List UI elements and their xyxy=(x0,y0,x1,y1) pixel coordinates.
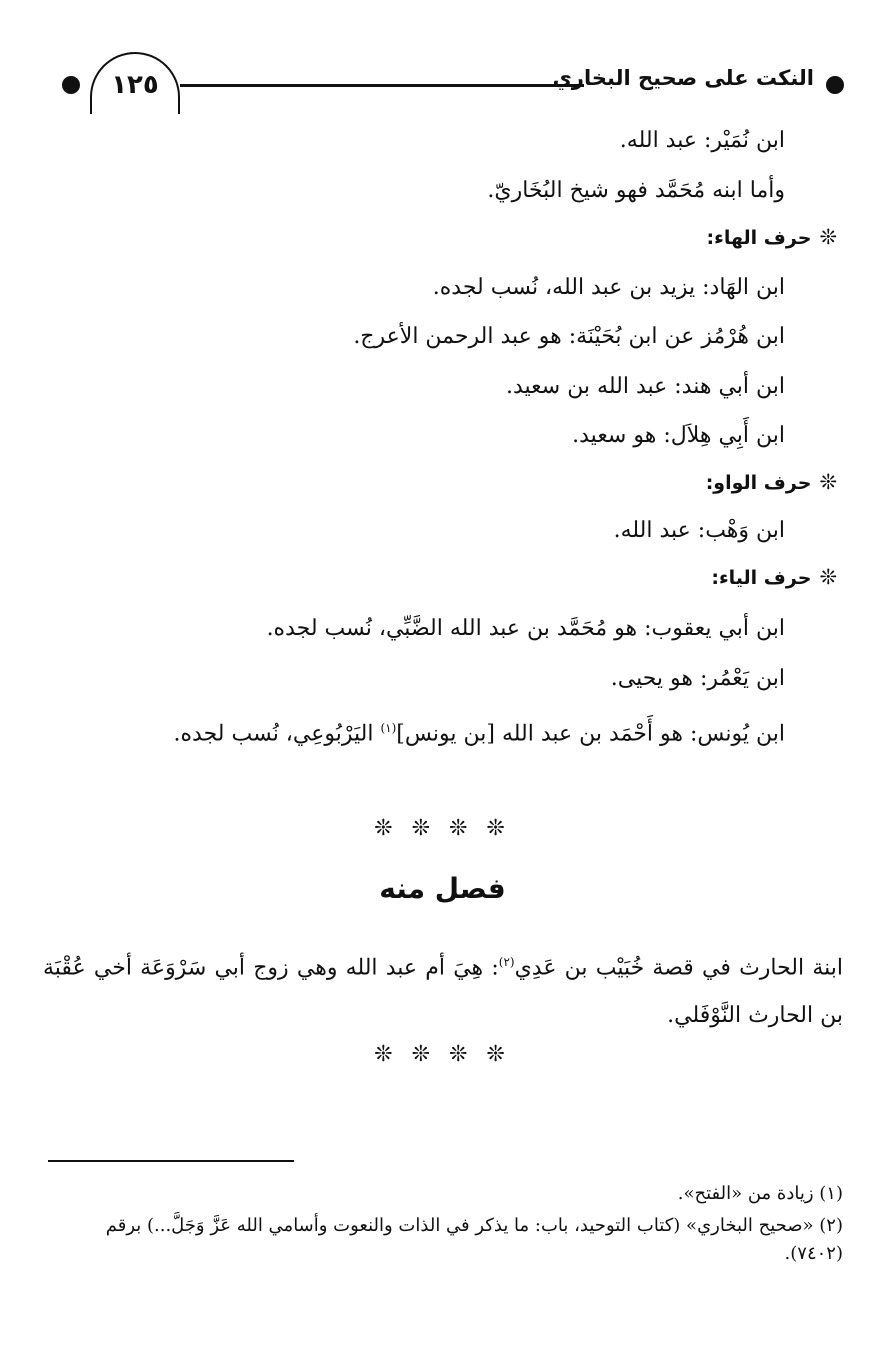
paragraph-text: ابنة الحارث في قصة خُبَيْب بن عَدِي xyxy=(514,955,843,981)
flower-star-icon: ❊ xyxy=(819,225,837,249)
section-separator: ❊ ❊ ❊ ❊ xyxy=(374,1042,511,1067)
section-heading-ha xyxy=(707,222,837,253)
page-number: ١٢٥ xyxy=(111,70,159,100)
header-dot-right xyxy=(826,76,844,94)
entry-line-yunus xyxy=(174,713,786,749)
footnote: (١) زيادة من «الفتح». xyxy=(677,1183,843,1204)
footnote: (٢) «صحيح البخاري» (كتاب التوحيد، باب: ما يذكر في الذات والنعوت وأسامي الله عَزَّ وَجَلَّ...) برقم (٧٤٠٢). xyxy=(105,1215,843,1264)
entry-line: ابن هُرْمُز عن ابن بُحَيْنَة: هو عبد الرحمن الأعرج. xyxy=(353,324,785,349)
entry-line: ابن وَهْب: عبد الله. xyxy=(613,518,785,543)
entry-line: ابن الهَاد: يزيد بن عبد الله، نُسب لجده. xyxy=(432,275,785,300)
footnote-ref: (٢) xyxy=(498,955,515,969)
entry-line: ابن أبي هند: عبد الله بن سعيد. xyxy=(505,374,785,399)
entry-line: ابن يَعْمُر: هو يحيى. xyxy=(610,666,785,691)
section-separator: ❊ ❊ ❊ ❊ xyxy=(374,816,511,841)
header-rule xyxy=(180,84,584,87)
footnote-rule xyxy=(48,1160,294,1162)
chapter-paragraph xyxy=(43,938,843,1040)
footnote-ref: (١) xyxy=(380,721,397,735)
entry-line: ابن نُمَيْر: عبد الله. xyxy=(619,128,785,153)
section-heading-ya xyxy=(711,562,837,593)
running-title: النكت على صحيح البخاري xyxy=(552,66,814,90)
paragraph-text: : هِيَ أم عبد الله وهي زوج أبي سَرْوَعَة أخي عُقْبَة بن الحارث النَّوْفَلي. xyxy=(43,955,843,1029)
header-dot-left xyxy=(62,76,80,94)
entry-line: وأما ابنه مُحَمَّد فهو شيخ البُخَاريّ. xyxy=(487,178,785,203)
flower-star-icon: ❊ xyxy=(819,470,837,494)
chapter-title: فصل منه xyxy=(379,872,506,905)
entry-line: ابن أَبِي هِلاَل: هو سعيد. xyxy=(572,423,785,448)
entry-text: اليَرْبُوعِي، نُسب لجده. xyxy=(173,721,381,747)
section-heading-waw xyxy=(706,467,837,498)
section-title: حرف الواو: xyxy=(705,472,812,494)
page-number-frame xyxy=(90,52,180,114)
flower-star-icon: ❊ xyxy=(819,565,837,589)
entry-text: ابن يُونس: هو أَحْمَد بن عبد الله [بن يونس] xyxy=(396,721,785,747)
section-title: حرف الياء: xyxy=(711,567,812,589)
section-title: حرف الهاء: xyxy=(706,227,812,249)
entry-line: ابن أبي يعقوب: هو مُحَمَّد بن عبد الله الضَّبِّي، نُسب لجده. xyxy=(266,616,785,641)
page-header xyxy=(62,52,844,116)
